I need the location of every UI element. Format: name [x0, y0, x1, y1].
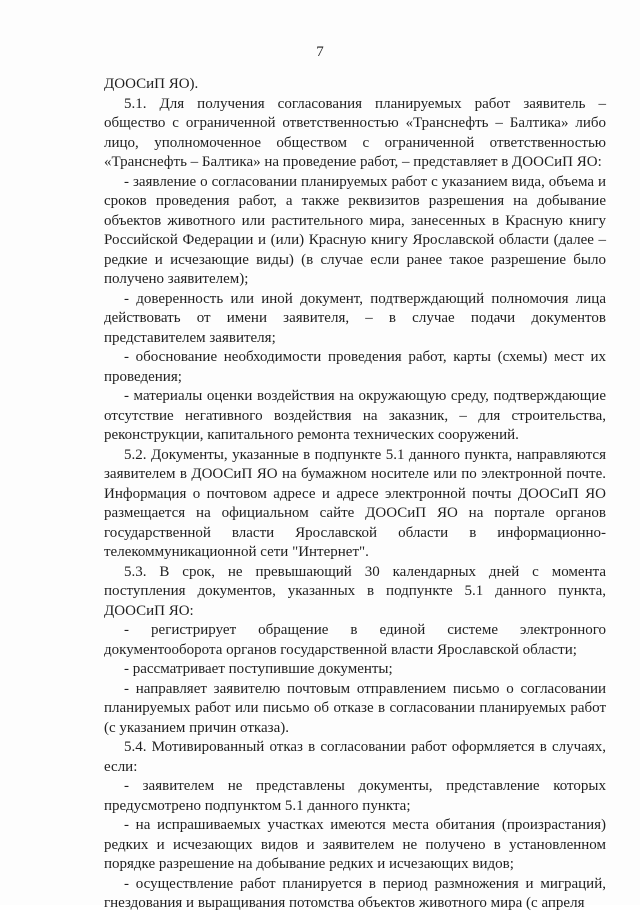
- list-item-registers: - регистрирует обращение в единой системе электронного документооборота органов государственной власти Ярославской области;: [104, 622, 606, 658]
- list-item-application: - заявление о согласовании планируемых работ с указанием вида, объема и сроков проведения работ, а также реквизитов разрешения на добывание объектов животного или растительного мира, занесенных в Красную книгу Российской Федерации и (или) Красную книгу Ярославской области (далее – редкие и исчезающие виды) (в случае если ранее такое разрешение было получено заявителем);: [104, 173, 606, 287]
- list-item-documents-missing: - заявителем не представлены документы, представление которых предусмотрено подпунктом 5.1 данного пункта;: [104, 778, 606, 814]
- list-item-reviews: - рассматривает поступившие документы;: [124, 661, 393, 677]
- document-body: [104, 75, 606, 914]
- list-item-habitats: - на испрашиваемых участках имеются места обитания (произрастания) редких и исчезающих видов и заявителем не получено в установленном порядке разрешение на добывание редких и исчезающих видов;: [104, 817, 606, 872]
- list-item-impact-assessment: - материалы оценки воздействия на окружающую среду, подтверждающие отсутствие негативного воздействия на заказник, – для строительства, реконструкции, капитального ремонта технических сооружений.: [104, 388, 606, 443]
- paragraph-5-1: 5.1. Для получения согласования планируемых работ заявитель – общество с ограниченной ответственностью «Транснефть – Балтика» либо лицо, уполномоченное обществом с ограниченной ответственностью «Транснефть – Балтика» на проведение работ, – представляет в ДООСиП ЯО:: [104, 95, 606, 170]
- paragraph-5-4: 5.4. Мотивированный отказ в согласовании работ оформляется в случаях, если:: [104, 739, 606, 775]
- paragraph-continuation: ДООСиП ЯО).: [104, 76, 199, 92]
- page-number: 7: [316, 44, 324, 60]
- list-item-sends-letter: - направляет заявителю почтовым отправлением письмо о согласовании планируемых работ или письмо об отказе в согласовании планируемых работ (с указанием причин отказа).: [104, 680, 606, 736]
- list-item-justification: - обоснование необходимости проведения работ, карты (схемы) мест их проведения;: [104, 349, 606, 385]
- paragraph-5-3: 5.3. В срок, не превышающий 30 календарных дней с момента поступления документов, указанных в подпункте 5.1 данного пункта, ДООСиП ЯО:: [104, 563, 606, 619]
- paragraph-5-2: 5.2. Документы, указанные в подпункте 5.1 данного пункта, направляются заявителем в ДООСиП ЯО на бумажном носителе или по электронной почте. Информация о почтовом адресе и адресе электронной почты ДООСиП ЯО размещается на официальном сайте ДООСиП ЯО на портале органов государственной власти Ярославской области в информационно-телекоммуникационной сети "Интернет".: [104, 446, 606, 560]
- list-item-breeding-period: - осуществление работ планируется в период размножения и миграций, гнездования и выращивания потомства объектов животного мира (с апреля: [104, 875, 606, 911]
- list-item-power-of-attorney: - доверенность или иной документ, подтверждающий полномочия лица действовать от имени заявителя, – в случае подачи документов представителем заявителя;: [104, 290, 606, 346]
